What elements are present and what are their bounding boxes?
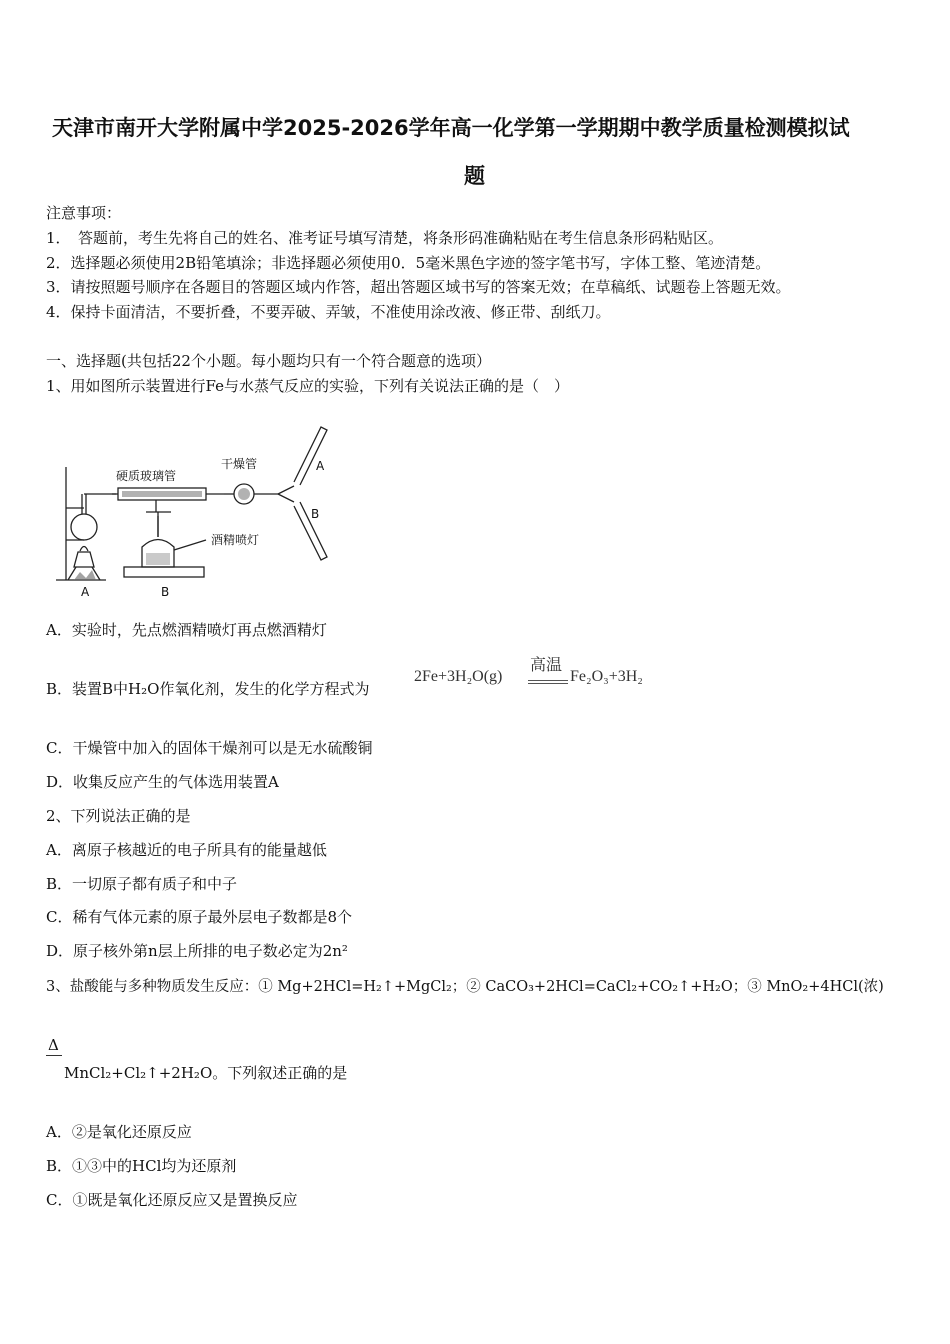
q1-option-d: D．收集反应产生的气体选用装置A bbox=[46, 773, 279, 791]
notice-heading: 注意事项： bbox=[46, 204, 122, 222]
q3-continuation: MnCl₂+Cl₂↑+2H₂O。下列叙述正确的是 bbox=[64, 1064, 348, 1082]
label-tube-b: B bbox=[311, 507, 320, 521]
q3-option-a: A．②是氧化还原反应 bbox=[46, 1123, 192, 1141]
notice-item-2: 2．选择题必须使用2B铅笔填涂；非选择题必须使用0．5毫米黑色字迹的签字笔书写，字体工整、笔迹清楚。 bbox=[46, 254, 771, 272]
q1-option-b-text: B．装置B中H₂O作氧化剂，发生的化学方程式为 bbox=[46, 680, 370, 698]
eq-lhs: 2Fe+3H₂O(g) bbox=[414, 668, 503, 685]
eq-condition: 高温 bbox=[530, 657, 563, 674]
notice-item-4: 4．保持卡面清洁，不要折叠，不要弄破、弄皱，不准使用涂改液、修正带、刮纸刀。 bbox=[46, 303, 611, 321]
q1-option-a: A．实验时，先点燃酒精喷灯再点燃酒精灯 bbox=[46, 621, 327, 639]
q2-option-b: B．一切原子都有质子和中子 bbox=[46, 875, 238, 893]
section-heading: 一、选择题(共包括22个小题。每小题均只有一个符合题意的选项） bbox=[46, 352, 491, 370]
page-title-line1: 天津市南开大学附属中学2025-2026学年高一化学第一学期期中教学质量检测模拟试 bbox=[52, 116, 850, 140]
notice-item-3: 3．请按照题号顺序在各题目的答题区域内作答，超出答题区域书写的答案无效；在草稿纸、试题卷上答题无效。 bbox=[46, 278, 791, 296]
eq-double-line bbox=[528, 680, 568, 684]
label-drying-tube: 干燥管 bbox=[221, 457, 258, 471]
q1-stem: 1、用如图所示装置进行Fe与水蒸气反应的实验，下列有关说法正确的是（ ） bbox=[46, 377, 570, 395]
q2-option-c: C．稀有气体元素的原子最外层电子数都是8个 bbox=[46, 908, 353, 926]
q3-delta: Δ bbox=[48, 1036, 59, 1054]
label-hard-glass-tube: 硬质玻璃管 bbox=[116, 469, 177, 483]
q2-stem: 2、下列说法正确的是 bbox=[46, 807, 191, 825]
q3-stem: 3、盐酸能与多种物质发生反应：① Mg+2HCl=H₂↑+MgCl₂；② CaCO₃+2HCl=CaCl₂+CO₂↑+H₂O；③ MnO₂+4HCl(浓) bbox=[46, 979, 884, 995]
label-apparatus-a: A bbox=[81, 585, 90, 599]
label-apparatus-b: B bbox=[161, 585, 170, 599]
page-title-line2: 题 bbox=[464, 164, 485, 188]
label-tube-a: A bbox=[316, 459, 325, 473]
q1-apparatus-figure bbox=[46, 412, 346, 602]
label-blast-lamp: 酒精喷灯 bbox=[211, 533, 260, 547]
q3-option-c: C．①既是氧化还原反应又是置换反应 bbox=[46, 1191, 298, 1209]
q2-option-d: D．原子核外第n层上所排的电子数必定为2n² bbox=[46, 942, 348, 960]
q1-option-b-equation bbox=[414, 668, 502, 686]
q1-option-c: C．干燥管中加入的固体干燥剂可以是无水硫酸铜 bbox=[46, 739, 373, 757]
notice-item-1: 1． 答题前，考生先将自己的姓名、准考证号填写清楚，将条形码准确粘贴在考生信息条形码粘贴区。 bbox=[46, 229, 724, 247]
q2-option-a: A．离原子核越近的电子所具有的能量越低 bbox=[46, 841, 327, 859]
q3-option-b: B．①③中的HCl均为还原剂 bbox=[46, 1157, 237, 1175]
q3-delta-line bbox=[46, 1055, 62, 1056]
eq-rhs: Fe₂O₃+3H₂ bbox=[570, 668, 643, 685]
